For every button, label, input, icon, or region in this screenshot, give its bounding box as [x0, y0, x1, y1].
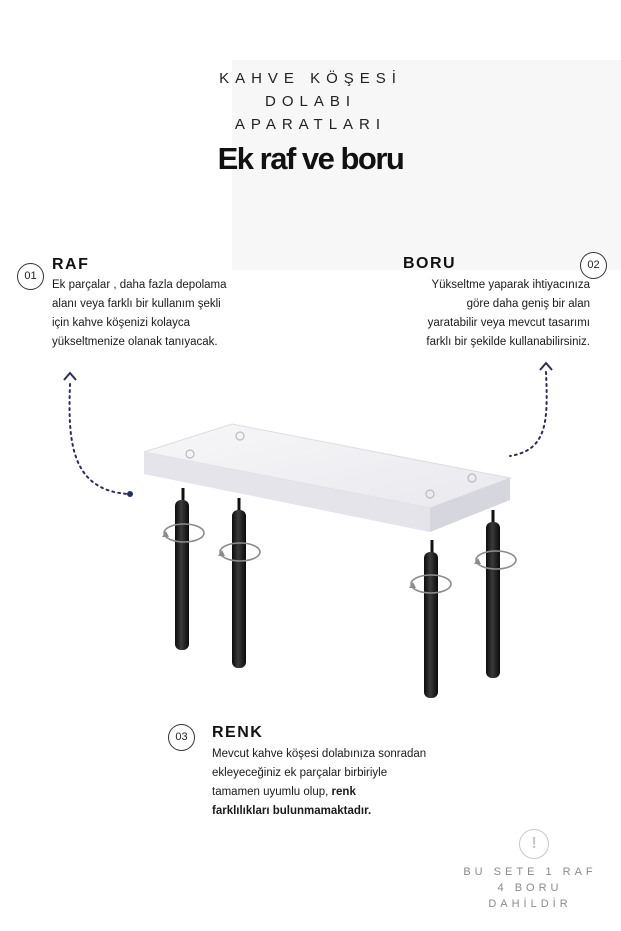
exclamation-circle-icon: ! — [519, 829, 549, 859]
arrow-up-icon-left — [64, 373, 76, 380]
section-title-raf: RAF — [52, 256, 90, 273]
section-title-boru: BORU — [403, 255, 457, 272]
boru-text-line: göre daha geniş bir alan — [466, 298, 590, 310]
title-line-1: KAHVE KÖŞESİ — [219, 70, 402, 87]
section-number-02: 02 — [580, 252, 607, 279]
title-line-3: APARATLARI — [234, 116, 387, 133]
boru-text-line: yaratabilir veya mevcut tasarımı — [427, 317, 590, 329]
footer-line-3: DAHİLDİR — [488, 898, 572, 910]
arrow-right-dotted — [510, 372, 547, 456]
title-line-2: DOLABI — [264, 93, 357, 110]
renk-text-line — [212, 783, 426, 802]
section-title-renk: RENK — [212, 724, 264, 741]
raf-text-line: Ek parçalar , daha fazla depolama — [52, 279, 227, 291]
renk-text-normal: tamamen uyumlu olup, — [212, 786, 332, 798]
pipes — [175, 500, 500, 698]
raf-text-line: için kahve köşenizi kolayca — [52, 317, 191, 329]
section-text-boru — [370, 276, 590, 352]
arrow-left-dotted — [70, 384, 128, 494]
pipe-4 — [486, 522, 500, 678]
pipe-1 — [175, 500, 189, 650]
renk-text-line: Mevcut kahve köşesi dolabınıza sonradan — [212, 748, 427, 760]
boru-text-line: Yükseltme yaparak ihtiyacınıza — [431, 279, 590, 291]
section-number-03: 03 — [168, 724, 195, 751]
rotate-icons — [164, 524, 516, 593]
raf-text-line: alanı veya farklı bir kullanım şekli — [52, 298, 221, 310]
renk-text-line-bold: farklılıkları bulunmamaktadır. — [212, 805, 372, 817]
pipe-2 — [232, 510, 246, 668]
section-text-renk — [212, 745, 426, 821]
page-headline: Ek raf ve boru — [217, 141, 404, 176]
raf-text-line: yükseltmenize olanak tanıyacak. — [52, 336, 218, 348]
renk-text-bold: renk — [331, 786, 356, 798]
section-number-01: 01 — [17, 263, 44, 290]
arrow-end-dot-left — [127, 491, 133, 497]
boru-text-line: farklı bir şekilde kullanabilirsiniz. — [426, 336, 590, 348]
shelf-board — [144, 424, 510, 532]
arrow-up-icon-right — [540, 363, 552, 370]
section-text-raf — [52, 276, 227, 352]
pipe-3 — [424, 552, 438, 698]
footer-line-1: BU SETE 1 RAF — [463, 866, 597, 878]
renk-text-line: ekleyeceğiniz ek parçalar birbiriyle — [212, 767, 388, 779]
footer-line-2: 4 BORU — [497, 882, 563, 894]
